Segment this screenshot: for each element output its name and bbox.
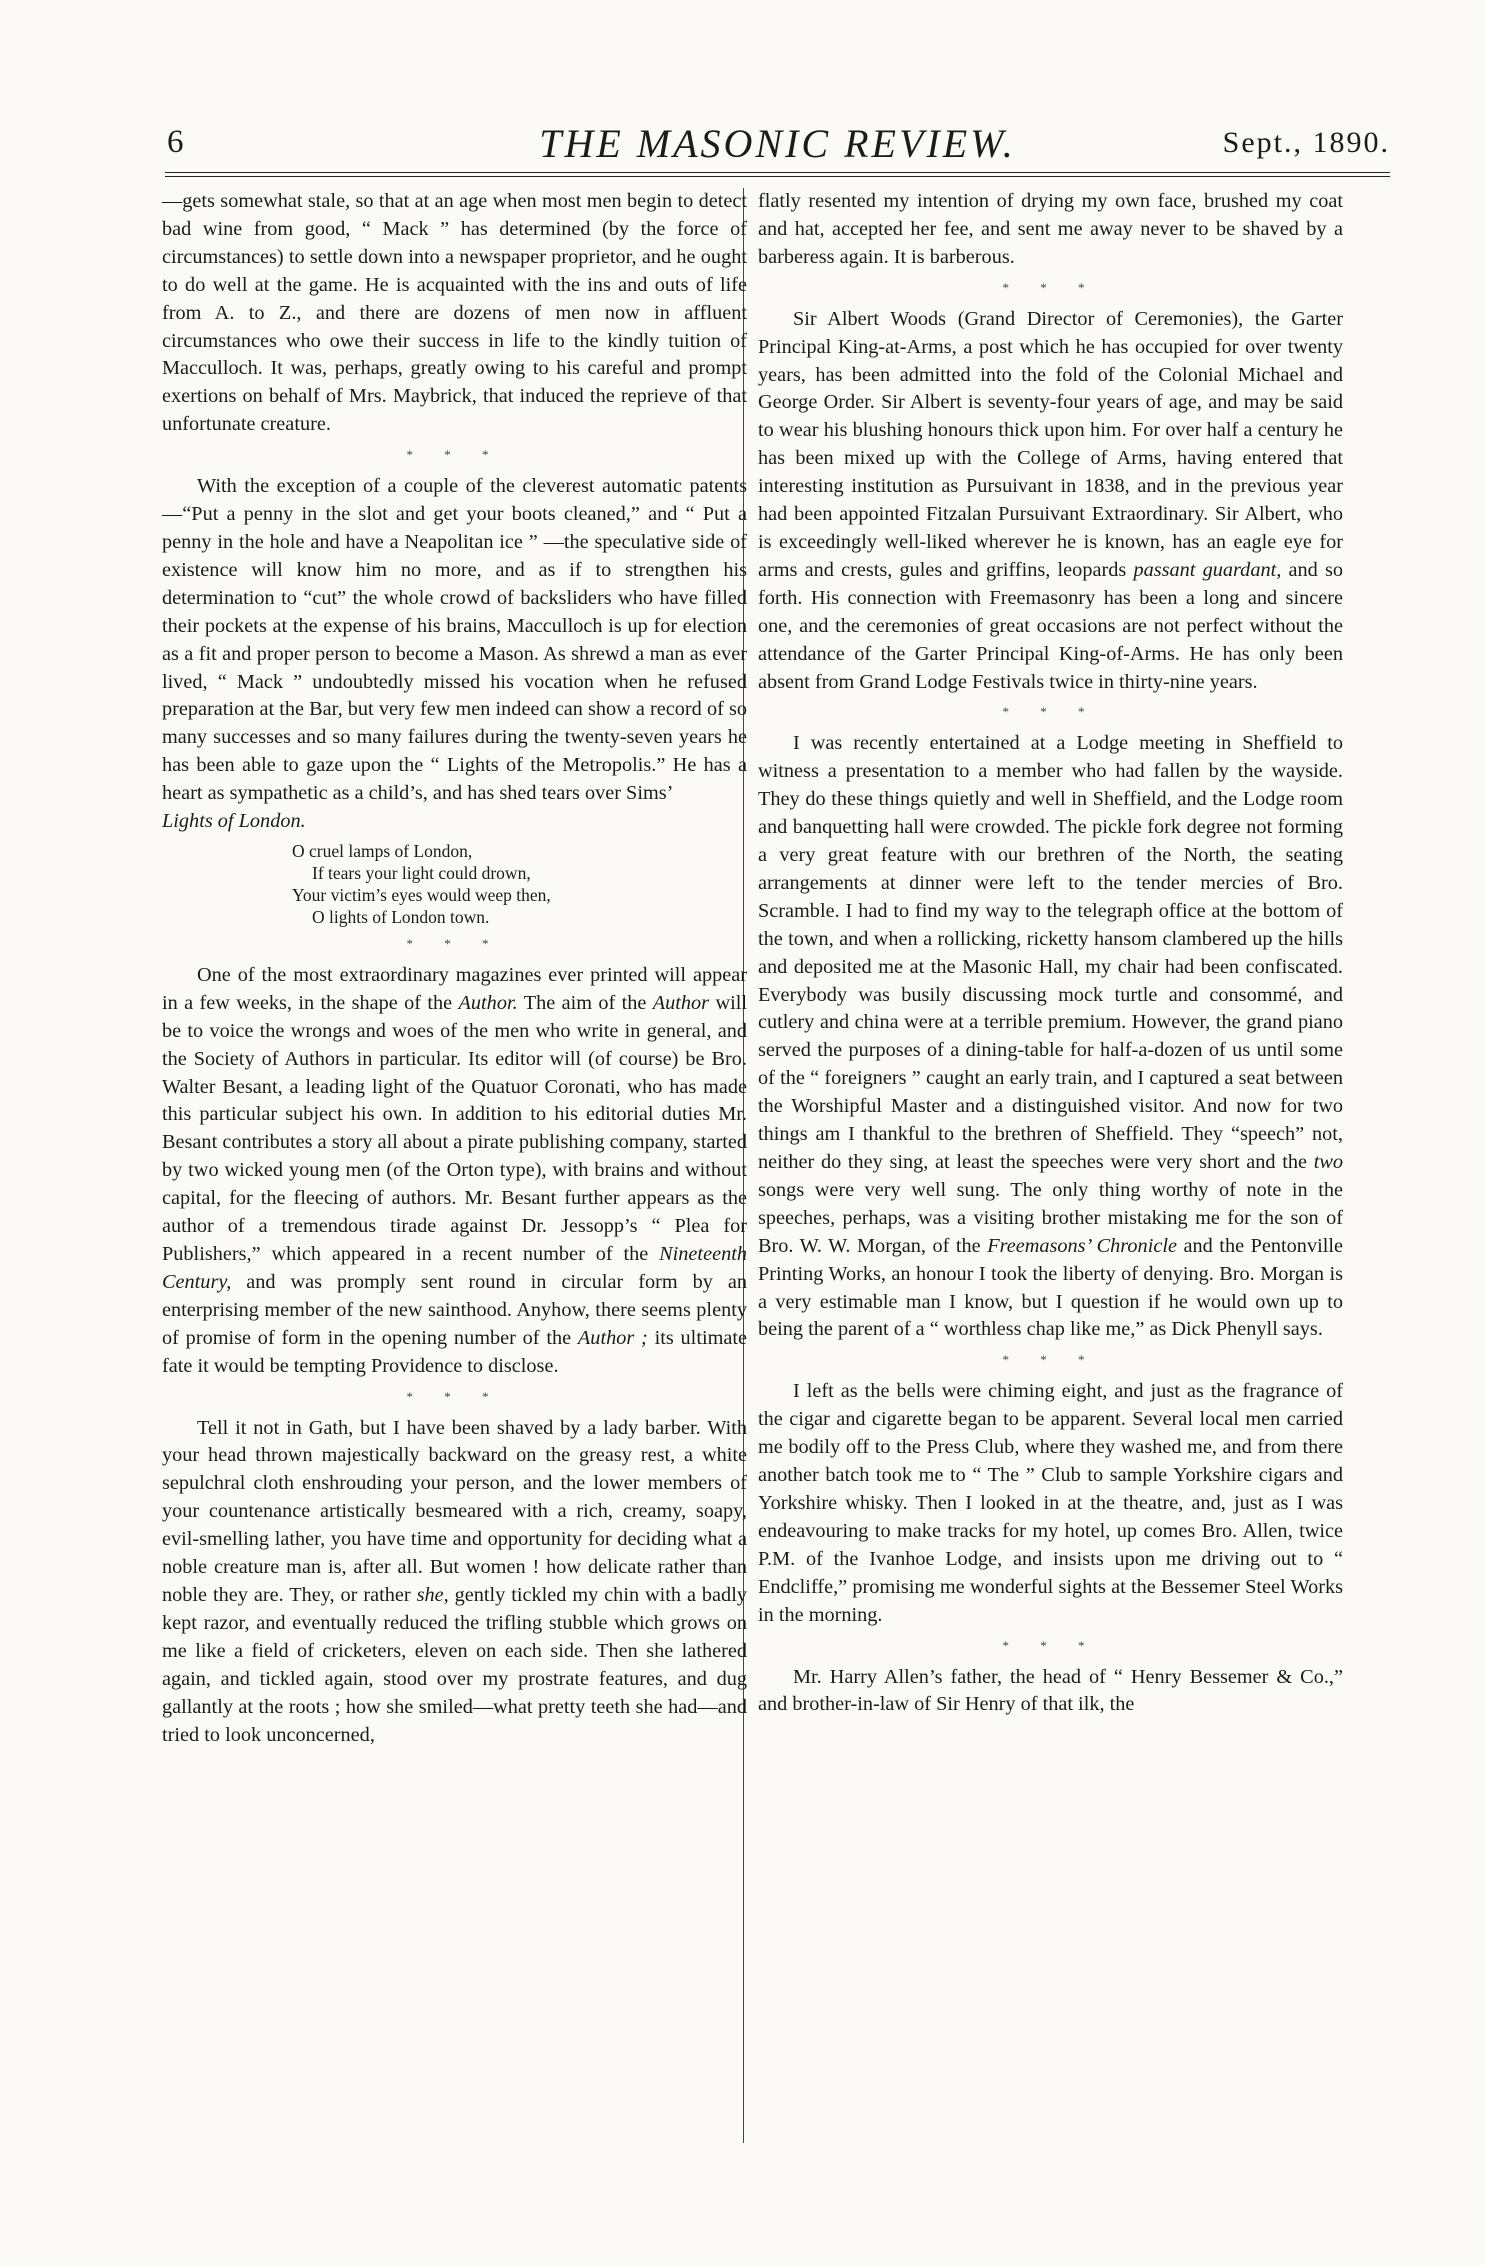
paragraph-barberess: flatly resented my intention of drying my own face, brushed my coat and hat, accepted her fee, and sent me away never to be shaved by a barberess again. It is barberous. (758, 190, 1343, 268)
left-column (162, 188, 747, 1749)
italic-title: Author. (458, 991, 518, 1014)
page-number: 6 (167, 124, 184, 160)
poem-line: Your victim’s eyes would weep then, (292, 884, 551, 905)
paragraph-text: I was recently entertained at a Lodge meeting in Sheffield to witness a presentation to a member who had fallen by the wayside. They do these things quietly and well in Sheffield, and the Lodge room and banquetting hall were crowded. The pickle fork degree not forming a very great feature with our brethren of the North, the seating arrangements at dinner were left to the tender mercies of Bro. Scramble. I had to find my way to the telegraph office at the bottom of the town, and when a rollicking, ricketty hansom clambered up the hills and deposited me at the Masonic Hall, my chair had been confiscated. Everybody was busily discussing mock turtle and consommé, and cutlery and china were at a terrible premium. However, the grand piano served the purposes of a dining-table for half-a-dozen of us until some of the “ foreigners ” caught an early train, and I captured a seat between the Worshipful Master and a distinguished visitor. And now for two things am I thankful to the brethren of Sheffield. They “speech” not, neither do they sing, at least the speeches were very short and the (758, 732, 1343, 1173)
paragraph-text: Tell it not in Gath, but I have been shaved by a lady barber. With your head thrown majestically backward on the greasy rest, a white sepulchral cloth enshrouding your person, and the lower members of your countenance artistically besmeared with a rich, creamy, soapy, evil-smelling lather, you have time and opportunity for deciding what a noble creature man is, after all. But women ! how delicate rather than noble they are. They, or rather (162, 1416, 747, 1606)
italic-title: Freemasons’ Chronicle (987, 1234, 1177, 1257)
paragraph-text: its ultimate fate it would be tempting Providence to disclose. (162, 1326, 747, 1377)
paragraph-text: With the exception of a couple of the cleverest automatic patents—“Put a penny in the slot and get your boots cleaned,” and “ Put a penny in the hole and have a Neapolitan ice ” —the speculative side of existence will know him no more, and as if to strengthen his determination to “cut” the whole crowd of backsliders who have filled their pockets at the expense of his brains, Macculloch is up for election as a fit and proper person to become a Mason. As shrewd a man as ever lived, “ Mack ” undoubtedly missed his vocation when he refused preparation at the Bar, but very few men indeed can show a record of so many successes and so many failures during the twenty-seven years he has been able to gaze upon the “ Lights of the Metropolis.” He has a heart as sympathetic as a child’s, and has shed tears over Sims’ (162, 475, 747, 805)
paragraph-text: songs were very well sung. The only thing worthy of note in the speeches, perhaps, was a visiting brother mistaking me for the son of Bro. W. W. Morgan, of the (758, 1178, 1343, 1257)
section-separator: * * * (1002, 1637, 1099, 1653)
paragraph-sheffield-lodge (758, 730, 1343, 1344)
journal-title: THE MASONIC REVIEW. (539, 121, 1016, 166)
paragraph-text: and so forth. His connection with Freemasonry has been a long and sincere one, and the ceremonies of great occasions are not perfect without the attendance of the Garter Principal King-of-Arms. He has only been absent from Grand Lodge Festivals twice in thirty-nine years. (758, 558, 1343, 693)
paragraph-text: and was promply sent round in circular form by an enterprising member of the new sainthood. Anyhow, there seems plenty of promise of form in the opening number of the (162, 1270, 747, 1349)
paragraph-text: and the Pentonville Printing Works, an honour I took the liberty of denying. Bro. Morgan is a very estimable man I know, but I question if he would own up to being the parent of a “ worthless chap like me,” as Dick Phenyll says. (758, 1234, 1343, 1341)
page-header (165, 118, 1390, 170)
italic-title: Author ; (577, 1326, 648, 1349)
paragraph-harry-allen: Mr. Harry Allen’s father, the head of “ Henry Bessemer & Co.,” and brother-in-law of Sir Henry of that ilk, the (758, 1665, 1343, 1716)
paragraph-author-magazine (162, 962, 747, 1381)
italic-phrase: passant guardant, (1133, 558, 1282, 581)
paragraph-text: The aim of the (523, 991, 647, 1014)
section-separator: * * * (1002, 704, 1099, 720)
section-separator: * * * (406, 447, 503, 463)
italic-title: Author (652, 991, 710, 1014)
italic-word: she, (416, 1583, 449, 1606)
section-separator: * * * (1002, 1352, 1099, 1368)
italic-title: Lights of London. (162, 810, 306, 833)
paragraph-lady-barber (162, 1415, 747, 1750)
section-separator: * * * (406, 1388, 503, 1404)
paragraph-automatic-patents (162, 473, 747, 836)
poem-line: If tears your light could drown, (312, 862, 531, 883)
right-column (758, 188, 1343, 1719)
issue-date: Sept., 1890. (1222, 126, 1390, 159)
italic-title: Nineteenth Century, (162, 1243, 747, 1293)
italic-word: two (1313, 1151, 1343, 1173)
paragraph-albert-woods (758, 306, 1343, 697)
section-separator: * * * (1002, 279, 1099, 295)
paragraph-text: will be to voice the wrongs and woes of the men who write in general, and the Society of Authors in particular. Its editor will (of course) be Bro. Walter Besant, a leading light of the Quatuor Coronati, who has made this particular subject his own. In addition to his editorial duties Mr. Besant contributes a story all about a pirate publishing company, started by two wicked young men (of the Orton type), with brains and without capital, for the fleecing of authors. Mr. Besant further appears as the author of a tremendous tirade against Dr. Jessopp’s “ Plea for Publishers,” which appeared in a recent number of the (162, 991, 747, 1265)
paragraph-text: One of the most extraordinary magazines ever printed will appear in a few weeks, in the shape of the (162, 963, 747, 1014)
paragraph-text: gently tickled my chin with a badly kept razor, and eventually reduced the trifling stubble which grows on me like a field of cricketers, eleven on each side. Then she lathered again, and tickled again, stood over my prostrate features, and dug gallantly at the roots ; how she smiled—what pretty teeth she had—and tried to look unconcerned, (162, 1583, 747, 1746)
header-rule (165, 172, 1390, 173)
paragraph-text: Sir Albert Woods (Grand Director of Ceremonies), the Garter Principal King-at-Arms, a post which he has occupied for over twenty years, has been admitted into the fold of the Colonial Michael and George Order. Sir Albert is seventy-four years of age, and may be said to wear his blushing honours thick upon him. For over half a century he has been mixed up with the College of Arms, having entered that interesting institution as Pursuivant in 1838, and in the previous year had been appointed Fitzalan Pursuivant Extraordinary. Sir Albert, who is exceedingly well-liked wherever he is known, has an eagle eye for arms and crests, gules and griffins, leopards (758, 307, 1343, 581)
poem-line: O cruel lamps of London, (292, 840, 473, 861)
poem (162, 840, 747, 928)
paragraph-press-club: I left as the bells were chiming eight, and just as the fragrance of the cigar and cigarette began to be apparent. Several local men carried me bodily off to the Press Club, where they washed me, and from there another batch took me to “ The ” Club to sample Yorkshire cigars and Yorkshire whisky. Then I looked in at the theatre, and, just as I was endeavouring to make tracks for my hotel, up comes Bro. Allen, twice P.M. of the Ivanhoe Lodge, and insists upon me driving out to “ Endcliffe,” promising me wonderful sights at the Bessemer Steel Works in the morning. (758, 1380, 1343, 1626)
paragraph-macculloch: —gets somewhat stale, so that at an age when most men begin to detect bad wine from good, “ Mack ” has determined (by the force of circumstances) to settle down into a newspaper proprietor, and he ought to do well at the game. He is acquainted with the ins and outs of life from A. to Z., and there are dozens of men now in affluent circumstances who owe their success in life to the kindly tuition of Macculloch. It was, perhaps, greatly owing to his careful and prompt exertions on behalf of Mrs. Maybrick, that induced the reprieve of that unfortunate creature. (162, 190, 747, 436)
header-rule-thin (165, 176, 1390, 177)
section-separator: * * * (406, 935, 503, 951)
poem-line: O lights of London town. (312, 906, 490, 927)
